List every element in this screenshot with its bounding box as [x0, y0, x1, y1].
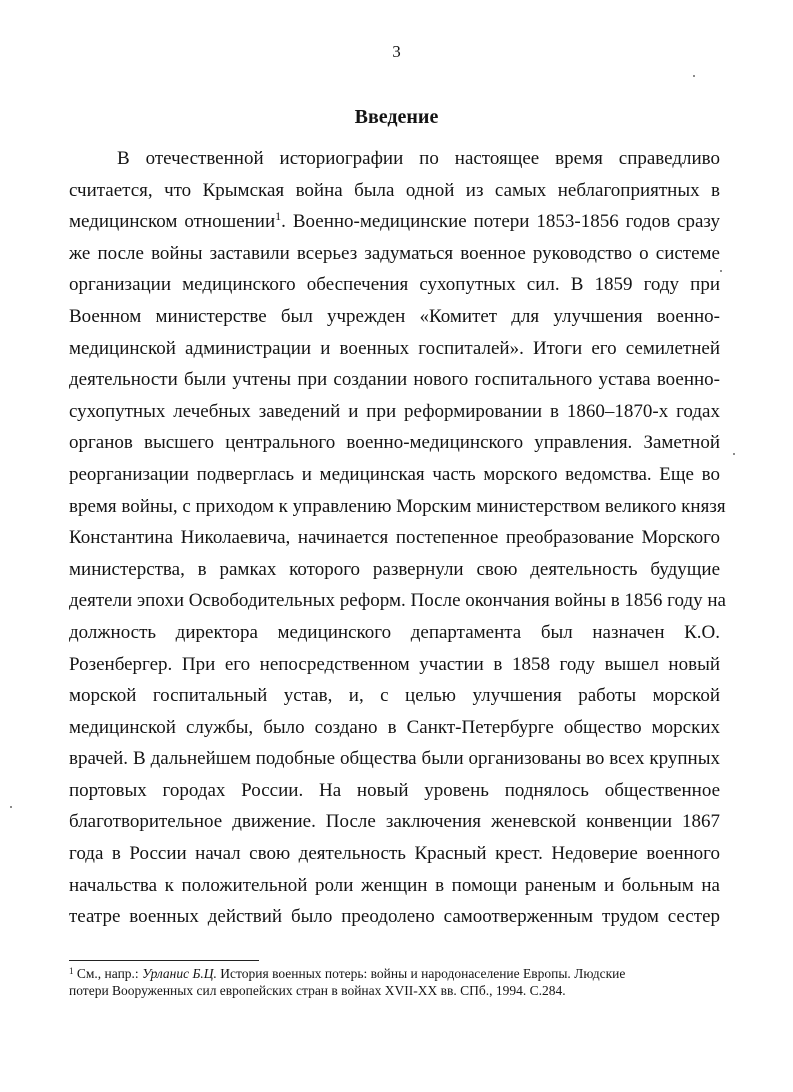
text-line: благотворительное движение. После заключения женевской конвенции 1867	[69, 811, 720, 833]
text-line: начальства к положительной роли женщин в помощи раненым и больным на	[69, 874, 720, 896]
text-line: же после войны заставили всерьез задуматься военное руководство о системе	[69, 242, 720, 264]
scan-speck	[693, 75, 695, 77]
scan-speck	[720, 270, 722, 272]
text-line: деятели эпохи Освободительных реформ. После окончания войны в 1856 году на	[69, 590, 726, 612]
text-line: сухопутных лечебных заведений и при реформировании в 1860–1870-х годах	[69, 400, 720, 422]
text-line: медицинской службы, было создано в Санкт-Петербурге общество морских	[69, 716, 720, 738]
text-line: органов высшего центрального военно-медицинского управления. Заметной	[69, 432, 720, 454]
text-line: театре военных действий было преодолено самоотверженным трудом сестер	[69, 906, 720, 928]
text-line: В отечественной историографии по настоящее время справедливо	[117, 148, 720, 169]
text-line: деятельности были учтены при создании нового госпитального устава военно-	[69, 369, 720, 391]
footnote-author: Урланис Б.Ц.	[142, 966, 217, 981]
text-line: организации медицинского обеспечения сухопутных сил. В 1859 году при	[69, 274, 720, 296]
text-line: врачей. В дальнейшем подобные общества были организованы во всех крупных	[69, 748, 720, 770]
text-line: реорганизации подверглась и медицинская часть морского ведомства. Еще во	[69, 463, 720, 485]
footnote-separator	[69, 960, 259, 961]
text-line: года в России начал свою деятельность Красный крест. Недоверие военного	[69, 843, 720, 865]
body-paragraph	[69, 143, 726, 933]
footnote-marker: 1	[69, 966, 74, 976]
text-line: медицинской администрации и военных госпиталей». Итоги его семилетней	[69, 337, 720, 359]
footnote-reference[interactable]: 1	[275, 209, 282, 224]
text-line: должность директора медицинского департамента был назначен К.О.	[69, 621, 720, 643]
footnote-text: История военных потерь: войны и народонаселение Европы. Людские	[216, 966, 626, 981]
footnote-line	[69, 965, 729, 982]
text-line: Константина Николаевича, начинается постепенное преобразование Морского	[69, 527, 720, 549]
text-line: Розенбергер. При его непосредственном участии в 1858 году вышел новый	[69, 653, 720, 675]
text-line: считается, что Крымская война была одной из самых неблагоприятных в	[69, 179, 720, 201]
text-fragment: . Военно-медицинские потери 1853-1856 годов сразу	[281, 211, 721, 233]
section-title: Введение	[354, 106, 439, 128]
footnote-prefix: См., напр.:	[73, 966, 143, 981]
text-line: морской госпитальный устав, и, с целью улучшения работы морской	[69, 685, 720, 707]
scan-speck	[733, 453, 735, 455]
text-line: Военном министерстве был учрежден «Комитет для улучшения военно-	[69, 305, 720, 327]
footnote	[69, 965, 729, 999]
text-line: портовых городах России. На новый уровень поднялось общественное	[69, 779, 720, 801]
text-line	[69, 206, 720, 238]
text-line: время войны, с приходом к управлению Морским министерством великого князя	[69, 495, 726, 517]
text-line: министерства, в рамках которого развернули свою деятельность будущие	[69, 558, 720, 580]
footnote-line: потери Вооруженных сил европейских стран в войнах XVII-XX вв. СПб., 1994. С.284.	[69, 983, 566, 998]
scan-speck	[10, 806, 12, 808]
text-fragment: медицинском отношении	[69, 211, 276, 233]
page-number: 3	[392, 42, 401, 61]
